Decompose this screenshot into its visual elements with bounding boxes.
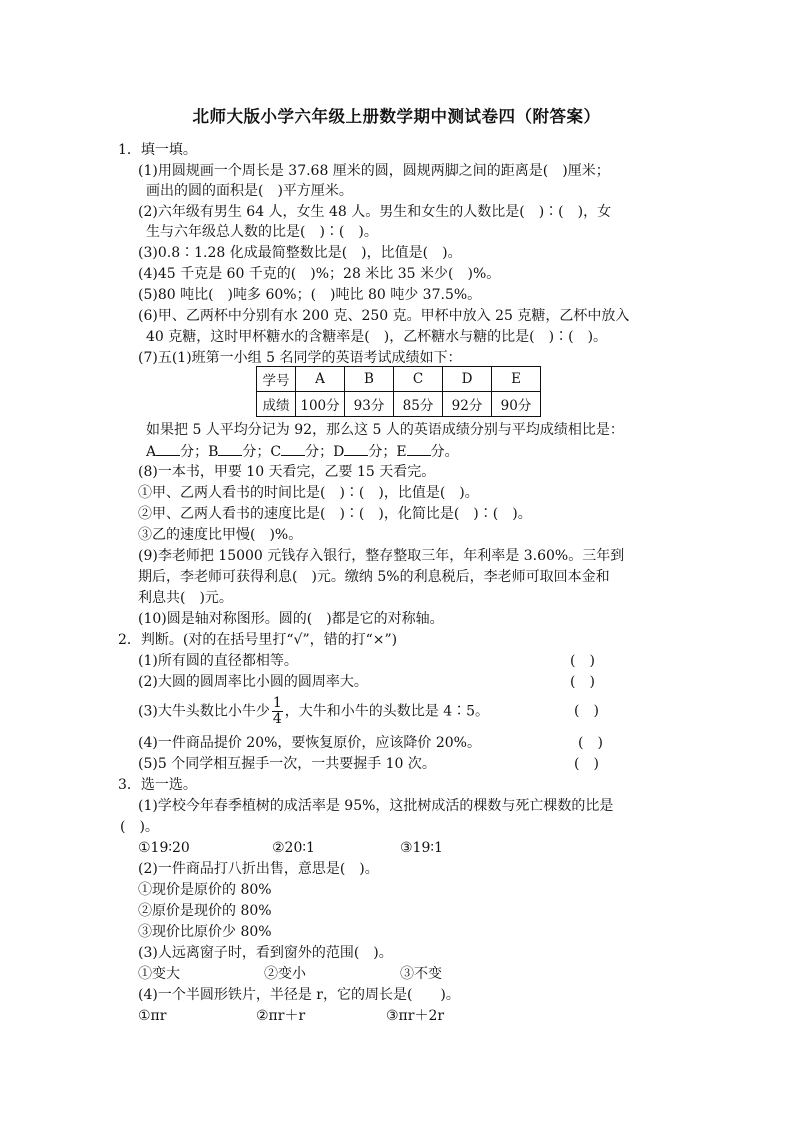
table-cell: 100分 xyxy=(296,392,345,417)
q3-1-line1: (1)学校今年春季植树的成活率是 95%，这批树成活的棵数与死亡棵数的比是 xyxy=(138,798,614,814)
table-cell: A xyxy=(296,367,345,392)
q1-8-a: ①甲、乙两人看书的时间比是( )∶( )，比值是( )。 xyxy=(138,485,479,501)
q3-3: (3)人远离窗子时，看到窗外的范围( )。 xyxy=(138,945,393,961)
q1-6-line1: (6)甲、乙两杯中分别有水 200 克、250 克。甲杯中放入 25 克糖，乙杯中放入 xyxy=(138,308,630,324)
q1-4: (4)45 千克是 60 千克的( )%；28 米比 35 米少( )%。 xyxy=(138,266,501,282)
judge-bracket[interactable]: ( ) xyxy=(574,756,599,772)
answer-blank[interactable] xyxy=(156,441,180,456)
q3-1-line2: ( )。 xyxy=(120,819,159,835)
q3-4: (4)一个半圆形铁片，半径是 r，它的周长是( )。 xyxy=(138,987,460,1003)
table-cell: D xyxy=(443,367,492,392)
q3-3-option2[interactable]: ②变小 xyxy=(264,966,306,982)
table-cell: 成绩 xyxy=(257,392,296,417)
table-cell: C xyxy=(394,367,443,392)
table-cell: 学号 xyxy=(257,367,296,392)
answer-blank[interactable] xyxy=(407,441,431,456)
q1-1-line2: 画出的圆的面积是( )平方厘米。 xyxy=(146,183,353,199)
q1-8-b: ②甲、乙两人看书的速度比是( )∶( )，化简比是( )∶( )。 xyxy=(138,506,532,522)
answer-blank[interactable] xyxy=(281,441,305,456)
q1-5: (5)80 吨比( )吨多 60%；( )吨比 80 吨少 37.5%。 xyxy=(138,287,482,303)
table-cell: B xyxy=(345,367,394,392)
section-3-heading: 3．选一选。 xyxy=(118,777,197,793)
q1-10: (10)圆是轴对称图形。圆的( )都是它的对称轴。 xyxy=(138,611,444,627)
q1-2-line1: (2)六年级有男生 64 人，女生 48 人。男生和女生的人数比是( )∶( )，女 xyxy=(138,204,612,220)
q1-1-line1: (1)用圆规画一个周长是 37.68 厘米的圆，圆规两脚之间的距离是( )厘米； xyxy=(138,163,610,179)
judge-bracket[interactable]: ( ) xyxy=(574,703,599,719)
q1-9-line1: (9)李老师把 15000 元钱存入银行，整存整取三年，年利率是 3.60%。三年到 xyxy=(138,548,625,564)
q1-8: (8)一本书，甲要 10 天看完，乙要 15 天看完。 xyxy=(138,464,436,480)
q1-7: (7)五(1)班第一小组 5 名同学的英语考试成绩如下： xyxy=(138,350,462,366)
section-2-heading: 2．判断。(对的在括号里打“√”，错的打“×”) xyxy=(118,632,398,648)
q1-6-line2: 40 克糖，这时甲杯糖水的含糖率是( )，乙杯糖水与糖的比是( )∶( )。 xyxy=(146,329,608,345)
table-cell: 93分 xyxy=(345,392,394,417)
q1-7-prompt: 如果把 5 人平均分记为 92，那么这 5 人的英语成绩分别与平均成绩相比是： xyxy=(146,422,624,438)
q3-4-option1[interactable]: ①πr xyxy=(138,1008,167,1024)
fraction: $\frac{1}{4}$ xyxy=(272,695,282,727)
q3-1-option1[interactable]: ①19∶20 xyxy=(138,840,190,856)
q3-2-option1[interactable]: ①现价是原价的 80% xyxy=(138,882,272,898)
table-cell: 85分 xyxy=(394,392,443,417)
judge-bracket[interactable]: ( ) xyxy=(570,674,595,690)
q1-9-line3: 利息共( )元。 xyxy=(138,590,233,606)
q2-2: (2)大圆的圆周率比小圆的圆周率大。 xyxy=(138,674,368,690)
q3-2-option3[interactable]: ③现价比原价少 80% xyxy=(138,924,272,940)
table-cell: E xyxy=(492,367,541,392)
page-title: 北师大版小学六年级上册数学期中测试卷四（附答案） xyxy=(192,107,601,126)
q1-9-line2: 期后，李老师可获得利息( )元。缴纳 5%的利息税后，李老师可取回本金和 xyxy=(138,569,610,585)
score-table xyxy=(256,366,541,417)
q1-3: (3)0.8∶1.28 化成最简整数比是( )，比值是( )。 xyxy=(138,245,462,261)
q3-4-option3[interactable]: ③πr＋2r xyxy=(386,1008,445,1024)
q1-8-c: ③乙的速度比甲慢( )%。 xyxy=(138,527,303,543)
q3-2: (2)一件商品打八折出售，意思是( )。 xyxy=(138,861,379,877)
q3-1-option2[interactable]: ②20∶1 xyxy=(272,840,315,856)
answer-blank[interactable] xyxy=(344,441,368,456)
table-cell: 92分 xyxy=(443,392,492,417)
q3-3-option1[interactable]: ①变大 xyxy=(138,966,180,982)
table-row xyxy=(257,392,541,417)
table-cell: 90分 xyxy=(492,392,541,417)
section-1-heading: 1．填一填。 xyxy=(118,142,197,158)
q2-5: (5)5 个同学相互握手一次，一共要握手 10 次。 xyxy=(138,756,436,772)
q1-2-line2: 生与六年级总人数的比是( )∶( )。 xyxy=(146,224,378,240)
judge-bracket[interactable]: ( ) xyxy=(578,735,603,751)
q1-7-blanks: A 分；B 分；C 分；D 分；E 分。 xyxy=(146,441,459,462)
q3-4-option2[interactable]: ②πr＋r xyxy=(256,1008,306,1024)
judge-bracket[interactable]: ( ) xyxy=(570,653,595,669)
table-row xyxy=(257,367,541,392)
q3-2-option2[interactable]: ②原价是现价的 80% xyxy=(138,903,272,919)
q2-4: (4)一件商品提价 20%，要恢复原价，应该降价 20%。 xyxy=(138,735,481,751)
q2-1: (1)所有圆的直径都相等。 xyxy=(138,653,298,669)
q3-1-option3[interactable]: ③19∶1 xyxy=(400,840,443,856)
answer-blank[interactable] xyxy=(218,441,242,456)
q3-3-option3[interactable]: ③不变 xyxy=(400,966,442,982)
q2-3: (3)大牛头数比小牛少 $\frac{1}{4}$ ，大牛和小牛的头数比是 4∶5。 xyxy=(138,695,490,727)
